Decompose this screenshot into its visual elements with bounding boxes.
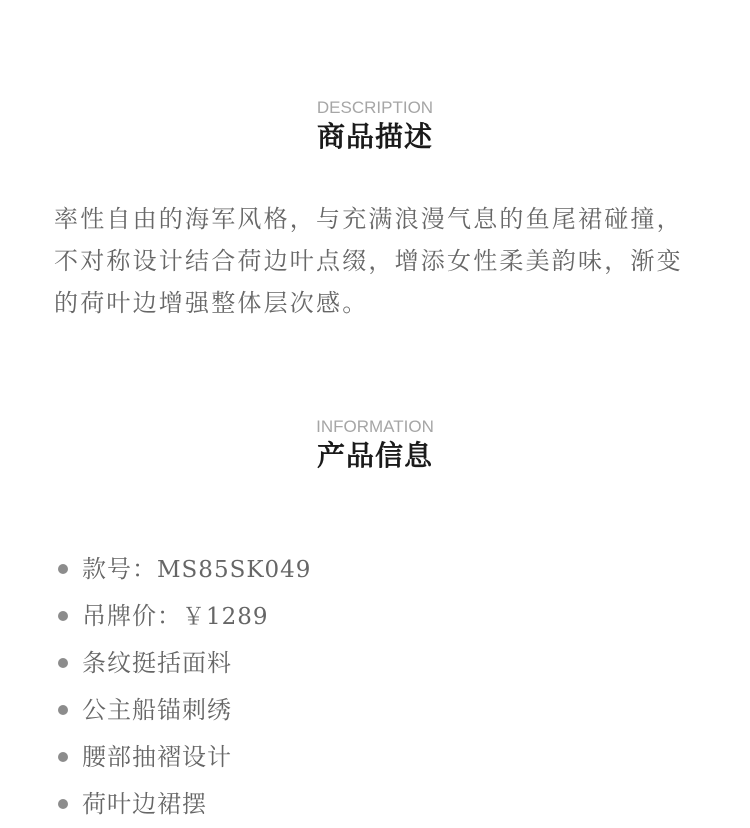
information-heading xyxy=(0,417,750,473)
info-item-value: MS85SK049 xyxy=(157,557,312,583)
description-heading xyxy=(0,98,750,154)
bullet-dot-icon xyxy=(58,799,68,809)
info-item-label: 款号： xyxy=(82,555,157,583)
bullet-dot-icon xyxy=(58,658,68,668)
description-text: 率性自由的海军风格，与充满浪漫气息的鱼尾裙碰撞，不对称设计结合荷边叶点缀，增添女性柔美韵味，渐变的荷叶边增强整体层次感。 xyxy=(54,205,683,317)
info-item-tag-price xyxy=(56,593,311,640)
info-item-fabric xyxy=(56,640,311,687)
bullet-dot-icon xyxy=(58,752,68,762)
info-item-label: 荷叶边裙摆 xyxy=(82,790,207,818)
info-item-label: 公主船锚刺绣 xyxy=(82,696,232,724)
info-item-value: ￥1289 xyxy=(182,604,269,630)
info-item-embroidery xyxy=(56,687,311,734)
information-title-en: INFORMATION xyxy=(316,417,434,436)
bullet-dot-icon xyxy=(58,705,68,715)
info-item-label: 吊牌价： xyxy=(82,602,182,630)
information-title-cn: 产品信息 xyxy=(316,439,433,472)
description-title-cn: 商品描述 xyxy=(316,120,433,153)
description-title-en: DESCRIPTION xyxy=(316,98,434,117)
info-item-label: 条纹挺括面料 xyxy=(82,649,232,677)
info-item-waist xyxy=(56,734,311,781)
product-info-list xyxy=(56,546,311,828)
bullet-dot-icon xyxy=(58,564,68,574)
info-item-style-number xyxy=(56,546,311,593)
info-item-label: 腰部抽褶设计 xyxy=(82,743,232,771)
bullet-dot-icon xyxy=(58,611,68,621)
info-item-hem xyxy=(56,781,311,828)
